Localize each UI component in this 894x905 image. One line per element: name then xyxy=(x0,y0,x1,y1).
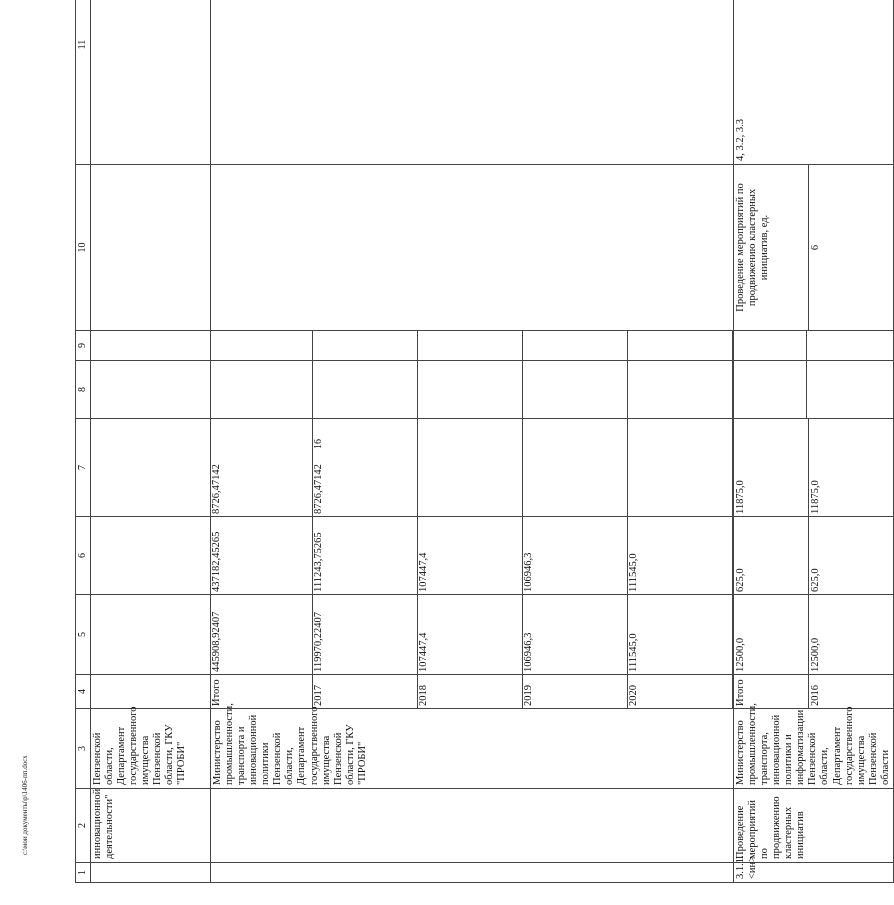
year-cell: 2016 xyxy=(810,685,821,706)
cell-col5 xyxy=(734,595,894,675)
col-number-11: 11 xyxy=(76,0,91,165)
amount-cell: 106946,3 xyxy=(523,595,628,674)
cell-col3: Министерство промышленности, транспорта и инновационной политики Пензенской области, Департамент государственного имущества Пензенской области, ГКУ "ПРОБИ" xyxy=(211,709,734,789)
cell-col1 xyxy=(91,863,211,883)
amount-cell: 111545,0 xyxy=(628,595,733,674)
amount-cell: 625,0 xyxy=(734,517,809,594)
amount-cell: 106946,3 xyxy=(523,517,628,594)
col-number-2: 2 xyxy=(76,789,91,863)
cell-col7 xyxy=(91,419,211,517)
cell-col2: инновационной деятельности" xyxy=(91,789,211,863)
col-number-3: 3 xyxy=(76,709,91,789)
col-number-7: 7 xyxy=(76,419,91,517)
amount-cell: 12500,0 xyxy=(810,637,821,672)
amount-cell xyxy=(523,419,628,516)
col-number-9: 9 xyxy=(76,331,91,361)
cell-col4 xyxy=(91,675,211,709)
amount-cell: 11875,0 xyxy=(734,419,809,516)
year-cell: 2020 xyxy=(628,675,733,708)
cell-col8 xyxy=(734,361,894,419)
year-cell: 2019 xyxy=(523,675,628,708)
cell-col7 xyxy=(211,419,734,517)
file-path-footer: c:\мои документы\р\1406-пп.docx xyxy=(21,755,29,855)
cell-col6 xyxy=(211,517,734,595)
table-row xyxy=(734,0,894,883)
column-number-row xyxy=(76,0,91,883)
amount-cell: 11875,0 xyxy=(810,480,821,514)
cell-col9 xyxy=(734,331,894,361)
program-table xyxy=(75,0,894,883)
cell-col11 xyxy=(91,0,211,165)
cell-col10 xyxy=(91,165,211,331)
amount-cell xyxy=(418,419,523,516)
year-subtable xyxy=(211,675,733,708)
cell-col3: Пензенской области, Департамент государственного имущества Пензенской области, ГКУ "ПРОБИ" xyxy=(91,709,211,789)
indicator-name: Проведение мероприятий по продвижению кластерных инициатив, ед. xyxy=(734,165,809,330)
col-number-4: 4 xyxy=(76,675,91,709)
year-cell: 2018 xyxy=(418,675,523,708)
amount-cell: 12500,0 xyxy=(734,595,809,674)
amount-subtable xyxy=(211,595,733,674)
cell-col8 xyxy=(211,361,734,419)
cell-col2 xyxy=(211,789,734,863)
cell-col2: Проведение мероприятий по продвижению кластерных инициатив xyxy=(734,789,894,863)
amount-cell: 111545,0 xyxy=(628,517,733,594)
amount-cell: 119970,22407 xyxy=(313,595,418,674)
cell-col3: Министерство промышленности, транспорта, инновационной политики и информатизации Пензенской области, Департамент государственного имущества Пензенской области xyxy=(734,709,894,789)
document-table-rotated xyxy=(75,25,891,883)
amount-cell: 111243,75265 xyxy=(313,517,418,594)
cell-col1: 3.1.1. <ин> xyxy=(734,863,894,883)
cell-col9 xyxy=(211,331,734,361)
amount-subtable xyxy=(211,517,733,594)
col-number-6: 6 xyxy=(76,517,91,595)
cell-col1 xyxy=(211,863,734,883)
year-total-label: Итого xyxy=(211,675,313,708)
amount-cell: 8726,47142 xyxy=(211,419,313,516)
cell-col10 xyxy=(211,165,734,331)
amount-cell: 8726,47142 xyxy=(313,419,418,516)
amount-cell xyxy=(628,419,733,516)
cell-col11 xyxy=(211,0,734,165)
amount-cell: 107447,4 xyxy=(418,517,523,594)
amount-subtable xyxy=(211,419,733,516)
col-number-10: 10 xyxy=(76,165,91,331)
col-number-1: 1 xyxy=(76,863,91,883)
amount-cell: 445908,92407 xyxy=(211,595,313,674)
page-number: 16 xyxy=(313,439,324,449)
table-row xyxy=(91,0,211,883)
col-number-5: 5 xyxy=(76,595,91,675)
cell-col7 xyxy=(734,419,894,517)
cell-col6 xyxy=(734,517,894,595)
col-number-8: 8 xyxy=(76,361,91,419)
year-total-label: Итого xyxy=(734,675,809,708)
cell-col4 xyxy=(211,675,734,709)
amount-cell: 437182,45265 xyxy=(211,517,313,594)
amount-cell: 625,0 xyxy=(810,568,821,592)
cell-col9 xyxy=(91,331,211,361)
cell-col8 xyxy=(91,361,211,419)
cell-col10 xyxy=(734,165,894,331)
year-cell: 2017 xyxy=(313,675,418,708)
cell-col11: 4, 3.2, 3.3 xyxy=(734,0,894,165)
table-row xyxy=(211,0,734,883)
cell-col6 xyxy=(91,517,211,595)
amount-cell: 107447,4 xyxy=(418,595,523,674)
cell-col5 xyxy=(91,595,211,675)
indicator-value: 6 xyxy=(810,244,821,251)
cell-col5 xyxy=(211,595,734,675)
